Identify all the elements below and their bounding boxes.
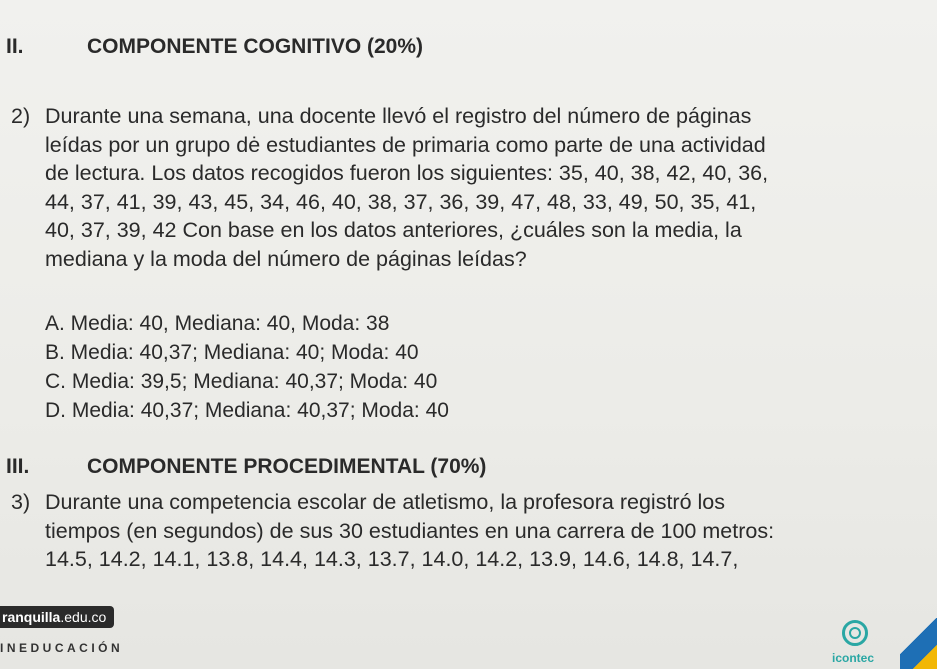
footer-website-bold: ranquilla [2,609,61,625]
section-2-roman: II. [6,35,24,58]
footer-website-domain: .edu.co [60,609,107,625]
option-a[interactable]: A. Media: 40, Mediana: 40, Moda: 38 [45,312,390,335]
footer-website [0,606,114,628]
corner-logo-icon [900,618,937,669]
question-3-line: Durante una competencia escolar de atletismo, la profesora registró los [45,490,725,514]
question-2-line: mediana y la moda del número de páginas leídas? [45,246,527,271]
icontec-logo-text: icontec [832,651,875,665]
section-3-title: COMPONENTE PROCEDIMENTAL (70%) [87,455,487,478]
footer-secretaria-label: INEDUCACIÓN [0,641,124,655]
question-2-text [45,102,768,273]
question-2-line: leídas por un grupo dė estudiantes de primaria como parte de una actividad [45,132,766,157]
section-2-title: COMPONENTE COGNITIVO (20%) [87,35,424,58]
option-b[interactable]: B. Media: 40,37; Mediana: 40; Moda: 40 [45,341,419,364]
question-3-number: 3) [11,490,31,514]
question-3-line: 14.5, 14.2, 14.1, 13.8, 14.4, 14.3, 13.7, 14.0, 14.2, 13.9, 14.6, 14.8, 14.7, [45,547,739,571]
section-3-roman: III. [6,455,30,478]
question-3-line: tiempos (en segundos) de sus 30 estudiantes en una carrera de 100 metros: [45,518,775,543]
question-2-line: 40, 37, 39, 42 Con base en los datos anteriores, ¿cuáles son la media, la [45,218,742,242]
question-3-text [45,488,774,574]
question-2-line: de lectura. Los datos recogidos fueron los siguientes: 35, 40, 38, 42, 40, 36, [45,161,769,185]
answer-options [45,309,449,425]
option-c[interactable]: C. Media: 39,5; Mediana: 40,37; Moda: 40 [45,370,438,393]
question-2-line: 44, 37, 41, 39, 43, 45, 34, 46, 40, 38, 37, 36, 39, 47, 48, 33, 49, 50, 35, 41, [45,189,757,214]
option-d[interactable]: D. Media: 40,37; Mediana: 40,37; Moda: 40 [45,399,449,422]
icontec-logo-icon [842,620,868,646]
question-2-number: 2) [11,104,31,128]
question-2-line: Durante una semana, una docente llevó el registro del número de páginas [45,104,752,128]
